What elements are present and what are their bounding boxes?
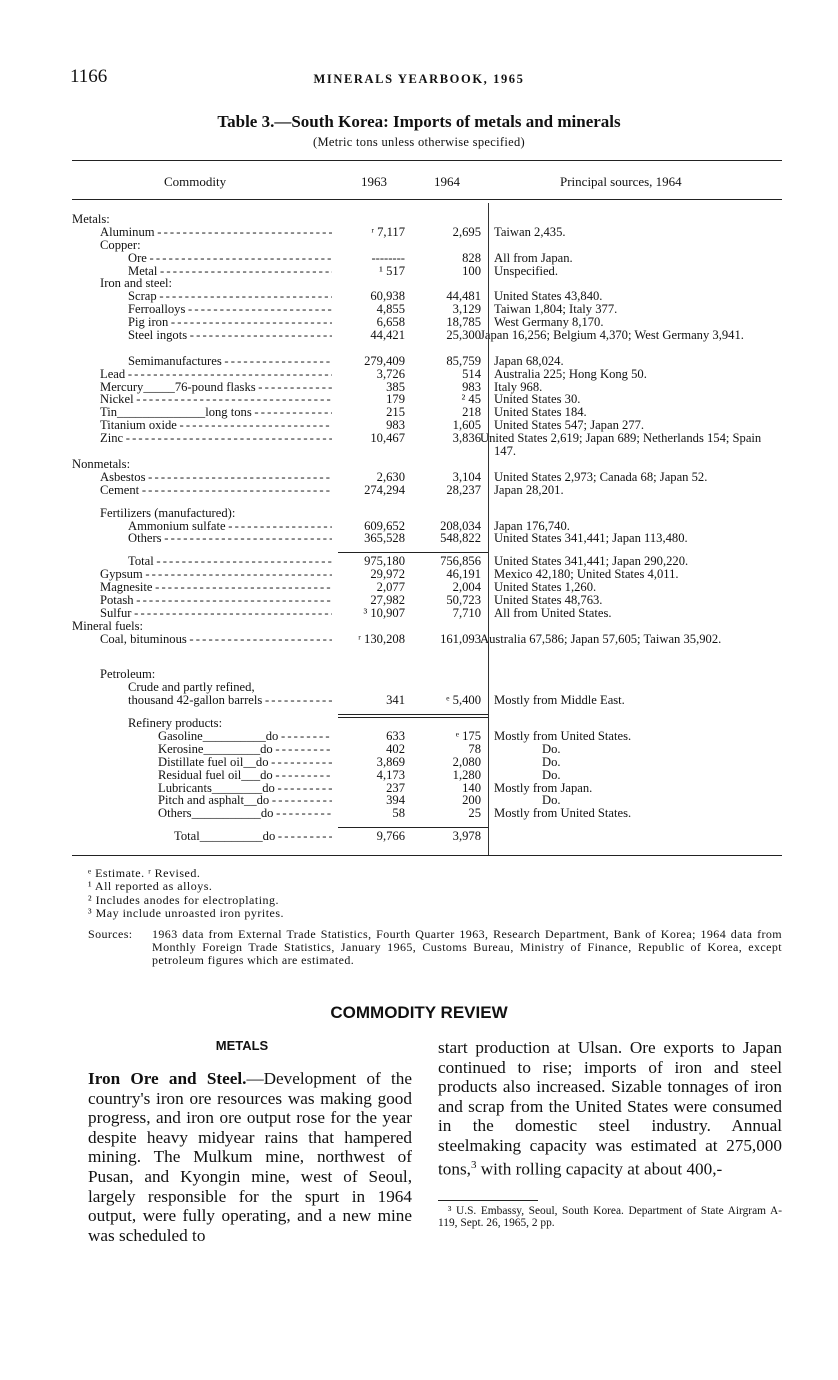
footnote-ref-3: 3 [470,1158,477,1171]
row-value-1964: 85,759 [446,353,481,368]
row-value-1963: 237 [386,780,405,795]
row-principal-sources: Japan 16,256; Belgium 4,370; West Germany 3,941. [480,328,744,343]
row-principal-sources: United States 48,763. [494,592,603,607]
row-value-1964: 7,710 [452,605,481,620]
row-commodity: Titanium oxide - - - [100,419,332,432]
table-row [72,782,786,795]
commodity-review-heading: COMMODITY REVIEW [330,1003,508,1022]
row-commodity: Zinc - - - [100,432,332,445]
row-commodity: Pitch and asphalt__do - - - [158,794,332,807]
row-value-1964: 100 [462,263,481,278]
row-commodity: Petroleum: [100,668,156,682]
table-row [72,458,786,471]
row-principal-sources: Mostly from United States. [494,806,632,821]
row-commodity: Total__________do - - - [174,830,332,843]
table-title: Table 3.—South Korea: Imports of metals and minerals [217,112,621,131]
row-value-1963: 402 [386,741,405,756]
row-principal-sources: Japan 68,024. [494,353,564,368]
row-value-1963: 27,982 [370,592,405,607]
row-value-1964: 44,481 [446,289,481,304]
table-row [72,355,786,368]
row-value-1964: 3,978 [452,829,481,844]
row-value-1964: 200 [462,793,481,808]
row-commodity: Pig iron - - - [128,316,332,329]
row-commodity: Ammonium sulfate - - - [128,520,332,533]
row-value-1964: 25,300 [446,328,481,343]
table-row [72,568,786,581]
row-value-1964: 548,822 [440,531,481,546]
row-principal-sources: Italy 968. [494,379,543,394]
footnote-2: ² Includes anodes for electroplating. [88,892,280,907]
row-value-1964: 3,104 [452,469,481,484]
row-principal-sources: Do. [542,741,561,756]
table-row [72,581,786,594]
row-commodity: Ore - - - [128,252,332,265]
row-commodity: thousand 42-gallon barrels - - - [128,694,332,707]
row-commodity: Nickel - - - [100,393,332,406]
table-row [72,620,786,633]
row-value-1963: 215 [386,405,405,420]
metals-heading: METALS [215,1038,269,1053]
row-principal-sources: Australia 67,586; Japan 57,605; Taiwan 35,902. [480,631,722,646]
row-principal-sources: United States 1,260. [494,580,597,595]
row-principal-sources: Japan 176,740. [494,518,570,533]
table-row [72,406,786,419]
sources-label: Sources: [88,927,133,941]
row-commodity: Residual fuel oil___do - - - [158,769,332,782]
row-commodity: Lead - - - [100,368,332,381]
row-commodity: Magnesite - - - [100,581,332,594]
row-commodity: Steel ingots - - - [128,329,332,342]
row-commodity: Refinery products: [128,717,223,731]
header-principal-sources: Principal sources, 1964 [560,174,682,189]
iron-ore-steel-heading: Iron Ore and Steel. [88,1069,247,1088]
row-commodity: Gypsum - - - [100,568,332,581]
row-principal-sources: United States 184. [494,405,587,420]
row-value-1963: 58 [392,806,405,821]
footnote-estimate-revised: ᵉ Estimate. ʳ Revised. [88,866,201,880]
row-principal-sources: Mexico 42,180; United States 4,011. [494,567,679,582]
row-value-1963: 2,630 [376,469,405,484]
table-row [72,694,786,707]
table-row [72,381,786,394]
row-value-1963: 4,855 [376,302,405,317]
row-commodity: Ferroalloys - - - [128,303,332,316]
header-commodity: Commodity [164,174,227,189]
row-commodity: Asbestos - - - [100,471,332,484]
table-row [72,393,786,406]
row-principal-sources: Taiwan 1,804; Italy 377. [494,302,618,317]
row-commodity: Metal - - - [128,265,332,278]
row-value-1963: 365,528 [364,531,405,546]
table-subtitle: (Metric tons unless otherwise specified) [313,135,525,149]
row-principal-sources: United States 43,840. [494,289,603,304]
row-value-1964: 756,856 [440,554,481,569]
row-commodity: Sulfur - - - [100,607,332,620]
row-value-1964: 140 [462,780,481,795]
row-commodity: Iron and steel: [100,277,173,291]
table-row [72,277,786,290]
row-principal-sources: Do. [542,793,561,808]
row-value-1964: 208,034 [440,518,481,533]
row-principal-sources: Mostly from United States. [494,729,632,743]
table-row [72,265,786,278]
row-value-1963: 394 [386,793,405,808]
row-value-1963: 9,766 [376,829,405,844]
row-value-1963: 29,972 [370,567,405,582]
row-principal-sources: United States 2,619; Japan 689; Netherlands 154; Spain 147. [480,431,762,459]
row-commodity: Cement - - - [100,484,332,497]
table-row [72,329,786,355]
row-principal-sources: All from United States. [494,605,612,620]
row-commodity: Coal, bituminous - - - [100,633,332,646]
right-column-text [438,1038,782,1179]
double-rule [338,714,488,718]
row-principal-sources: All from Japan. [494,250,573,265]
row-value-1964: 1,605 [452,418,481,433]
row-value-1964: 25 [468,806,481,821]
row-value-1964: 1,280 [452,767,481,782]
row-value-1963: 279,409 [364,353,405,368]
table-row [72,830,786,843]
row-commodity: Potash - - - [100,594,332,607]
row-value-1963: 44,421 [370,328,405,343]
row-commodity: Aluminum - - - [100,226,332,239]
row-principal-sources: Mostly from Japan. [494,780,593,795]
table-row [72,432,786,458]
row-principal-sources: Australia 225; Hong Kong 50. [494,366,647,381]
table-row [72,368,786,381]
row-value-1964: 2,695 [452,224,481,239]
page-footnote-3: ³ U.S. Embassy, Seoul, South Korea. Department of State Airgram A-119, Sept. 26, 1965, 2 pp. [438,1205,782,1230]
row-principal-sources: United States 2,973; Canada 68; Japan 52. [494,469,708,484]
right-paragraph: start production at Ulsan. Ore exports to Japan continued to rise; imports of iron and steel products also increased. Sizable tonnages of iron and scrap from the United States were consumed in the domestic steel industry. Annual steelmaking capacity was estimated at 275,000 tons, [438,1038,782,1179]
row-commodity: Nonmetals: [72,457,131,471]
footnote-3: ³ May include unroasted iron pyrites. [88,906,285,921]
row-principal-sources: United States 341,441; Japan 290,220. [494,554,689,569]
row-value-1963: 633 [386,729,405,743]
row-value-1964: ᵉ 5,400 [446,693,481,708]
row-value-1964: 828 [462,250,481,265]
row-commodity: Crude and partly refined, [128,681,255,695]
right-paragraph-end: with rolling capacity at about 400,- [476,1159,723,1179]
row-value-1964: 514 [462,366,481,381]
row-commodity: Mineral fuels: [72,619,143,633]
row-commodity: Total - - - [128,555,332,568]
row-value-1964: 46,191 [446,567,481,582]
row-commodity: Lubricants________do - - - [158,782,332,795]
row-commodity: Distillate fuel oil__do - - - [158,756,332,769]
row-value-1964: 2,080 [452,754,481,769]
header-1964: 1964 [434,174,460,189]
row-value-1964: 161,093 [440,631,481,646]
row-value-1963: ʳ 130,208 [358,631,405,646]
row-principal-sources: Do. [542,767,561,782]
table-row [72,769,786,782]
table-row [72,730,786,743]
row-value-1964: 3,836 [452,431,481,446]
left-paragraph: —Development of the country's iron ore resources was making good progress, and iron ore output rose for the year despite heavy midyear rains that hampered mining. The Mulkum mine, northwest of Pusan, and Kyongin mine, west of Seoul, largely responsible for the spurt in 1964 output, were fully operating, and a new mine was scheduled to [88,1069,412,1245]
row-value-1963: 179 [386,392,405,407]
row-principal-sources: United States 547; Japan 277. [494,418,645,433]
row-value-1964: 28,237 [446,482,481,497]
row-commodity: Copper: [100,238,141,252]
table-row [72,484,786,497]
footnote-1: ¹ All reported as alloys. [88,879,213,894]
table-row [72,290,786,303]
row-value-1963: 609,652 [364,518,405,533]
row-commodity: Others - - - [128,532,332,545]
row-value-1963: 10,467 [370,431,405,446]
table-body [72,213,786,843]
table-bottom-rule [72,855,782,856]
row-principal-sources: Do. [542,754,561,769]
table-row [72,303,786,316]
table-row [72,807,786,820]
subtotal-rule [338,827,488,828]
row-principal-sources: United States 30. [494,392,581,407]
row-value-1963: 983 [386,418,405,433]
table-row [72,213,786,226]
row-value-1964: 218 [462,405,481,420]
row-commodity: Others___________do - - - [158,807,332,820]
row-value-1963: 3,869 [376,754,405,769]
sources-text: 1963 data from External Trade Statistics, Fourth Quarter 1963, Research Department, Bank of Korea; 1964 data from Monthly Foreign Trade Statistics, January 1965, Customs Bureau, Ministry of Finance, Republic of Korea, except petroleum figures which are estimated. [152,927,782,967]
row-principal-sources: West Germany 8,170. [494,315,604,330]
row-value-1963: -------- [371,250,405,265]
column-divider [488,203,489,855]
row-commodity: Mercury_____76-pound flasks - - - [100,381,332,394]
row-commodity: Fertilizers (manufactured): [100,506,236,520]
row-value-1963: 341 [386,693,405,708]
row-value-1963: 385 [386,379,405,394]
row-value-1963: 274,294 [364,482,405,497]
header-1963: 1963 [361,174,387,189]
row-value-1963: ¹ 517 [379,263,405,278]
row-principal-sources: Taiwan 2,435. [494,224,566,239]
row-value-1963: 2,077 [376,580,405,595]
row-value-1963: 3,726 [376,366,405,381]
table-row [72,252,786,265]
row-commodity: Kerosine_________do - - - [158,743,332,756]
row-principal-sources: Mostly from Middle East. [494,693,625,708]
table-footnotes [88,867,284,921]
row-value-1964: ² 45 [461,392,481,407]
row-value-1964: 50,723 [446,592,481,607]
row-value-1964: 2,004 [452,580,481,595]
row-commodity: Gasoline__________do - - - [158,730,332,743]
table-row [72,607,786,620]
footnote-rule [438,1200,538,1201]
table-top-rule [72,160,782,161]
running-head: MINERALS YEARBOOK, 1965 [313,72,525,86]
table-row [72,594,786,607]
row-commodity: Scrap - - - [128,290,332,303]
table-row [72,743,786,756]
table-row [72,507,786,520]
row-value-1964: 983 [462,379,481,394]
table-row [72,668,786,681]
table-row [72,794,786,807]
row-commodity: Metals: [72,213,110,226]
table-row [72,226,786,239]
row-value-1963: 60,938 [370,289,405,304]
table-row [72,633,786,659]
row-value-1964: 3,129 [452,302,481,317]
table-row [72,756,786,769]
subtotal-rule [338,552,488,553]
left-column-text [88,1069,412,1245]
row-value-1964: 18,785 [446,315,481,330]
row-principal-sources: Japan 28,201. [494,482,564,497]
row-value-1963: ʳ 7,117 [371,224,405,239]
row-commodity: Tin______________long tons - - - [100,406,332,419]
header-bottom-rule [72,199,782,200]
row-principal-sources: United States 341,441; Japan 113,480. [494,531,688,546]
table-row [72,555,786,568]
table-row [72,471,786,484]
row-value-1964: ᵉ 175 [455,729,481,743]
row-value-1963: 4,173 [376,767,405,782]
row-value-1963: ³ 10,907 [363,605,405,620]
table-row [72,717,786,730]
table-row [72,532,786,545]
row-commodity: Semimanufactures - - - [128,355,332,368]
page-number: 1166 [70,66,108,87]
row-principal-sources: Unspecified. [494,263,558,278]
table-row [72,681,786,694]
row-value-1964: 78 [468,741,481,756]
row-value-1963: 6,658 [376,315,405,330]
table-row [72,239,786,252]
row-value-1963: 975,180 [364,554,405,569]
table-sources [88,928,782,967]
